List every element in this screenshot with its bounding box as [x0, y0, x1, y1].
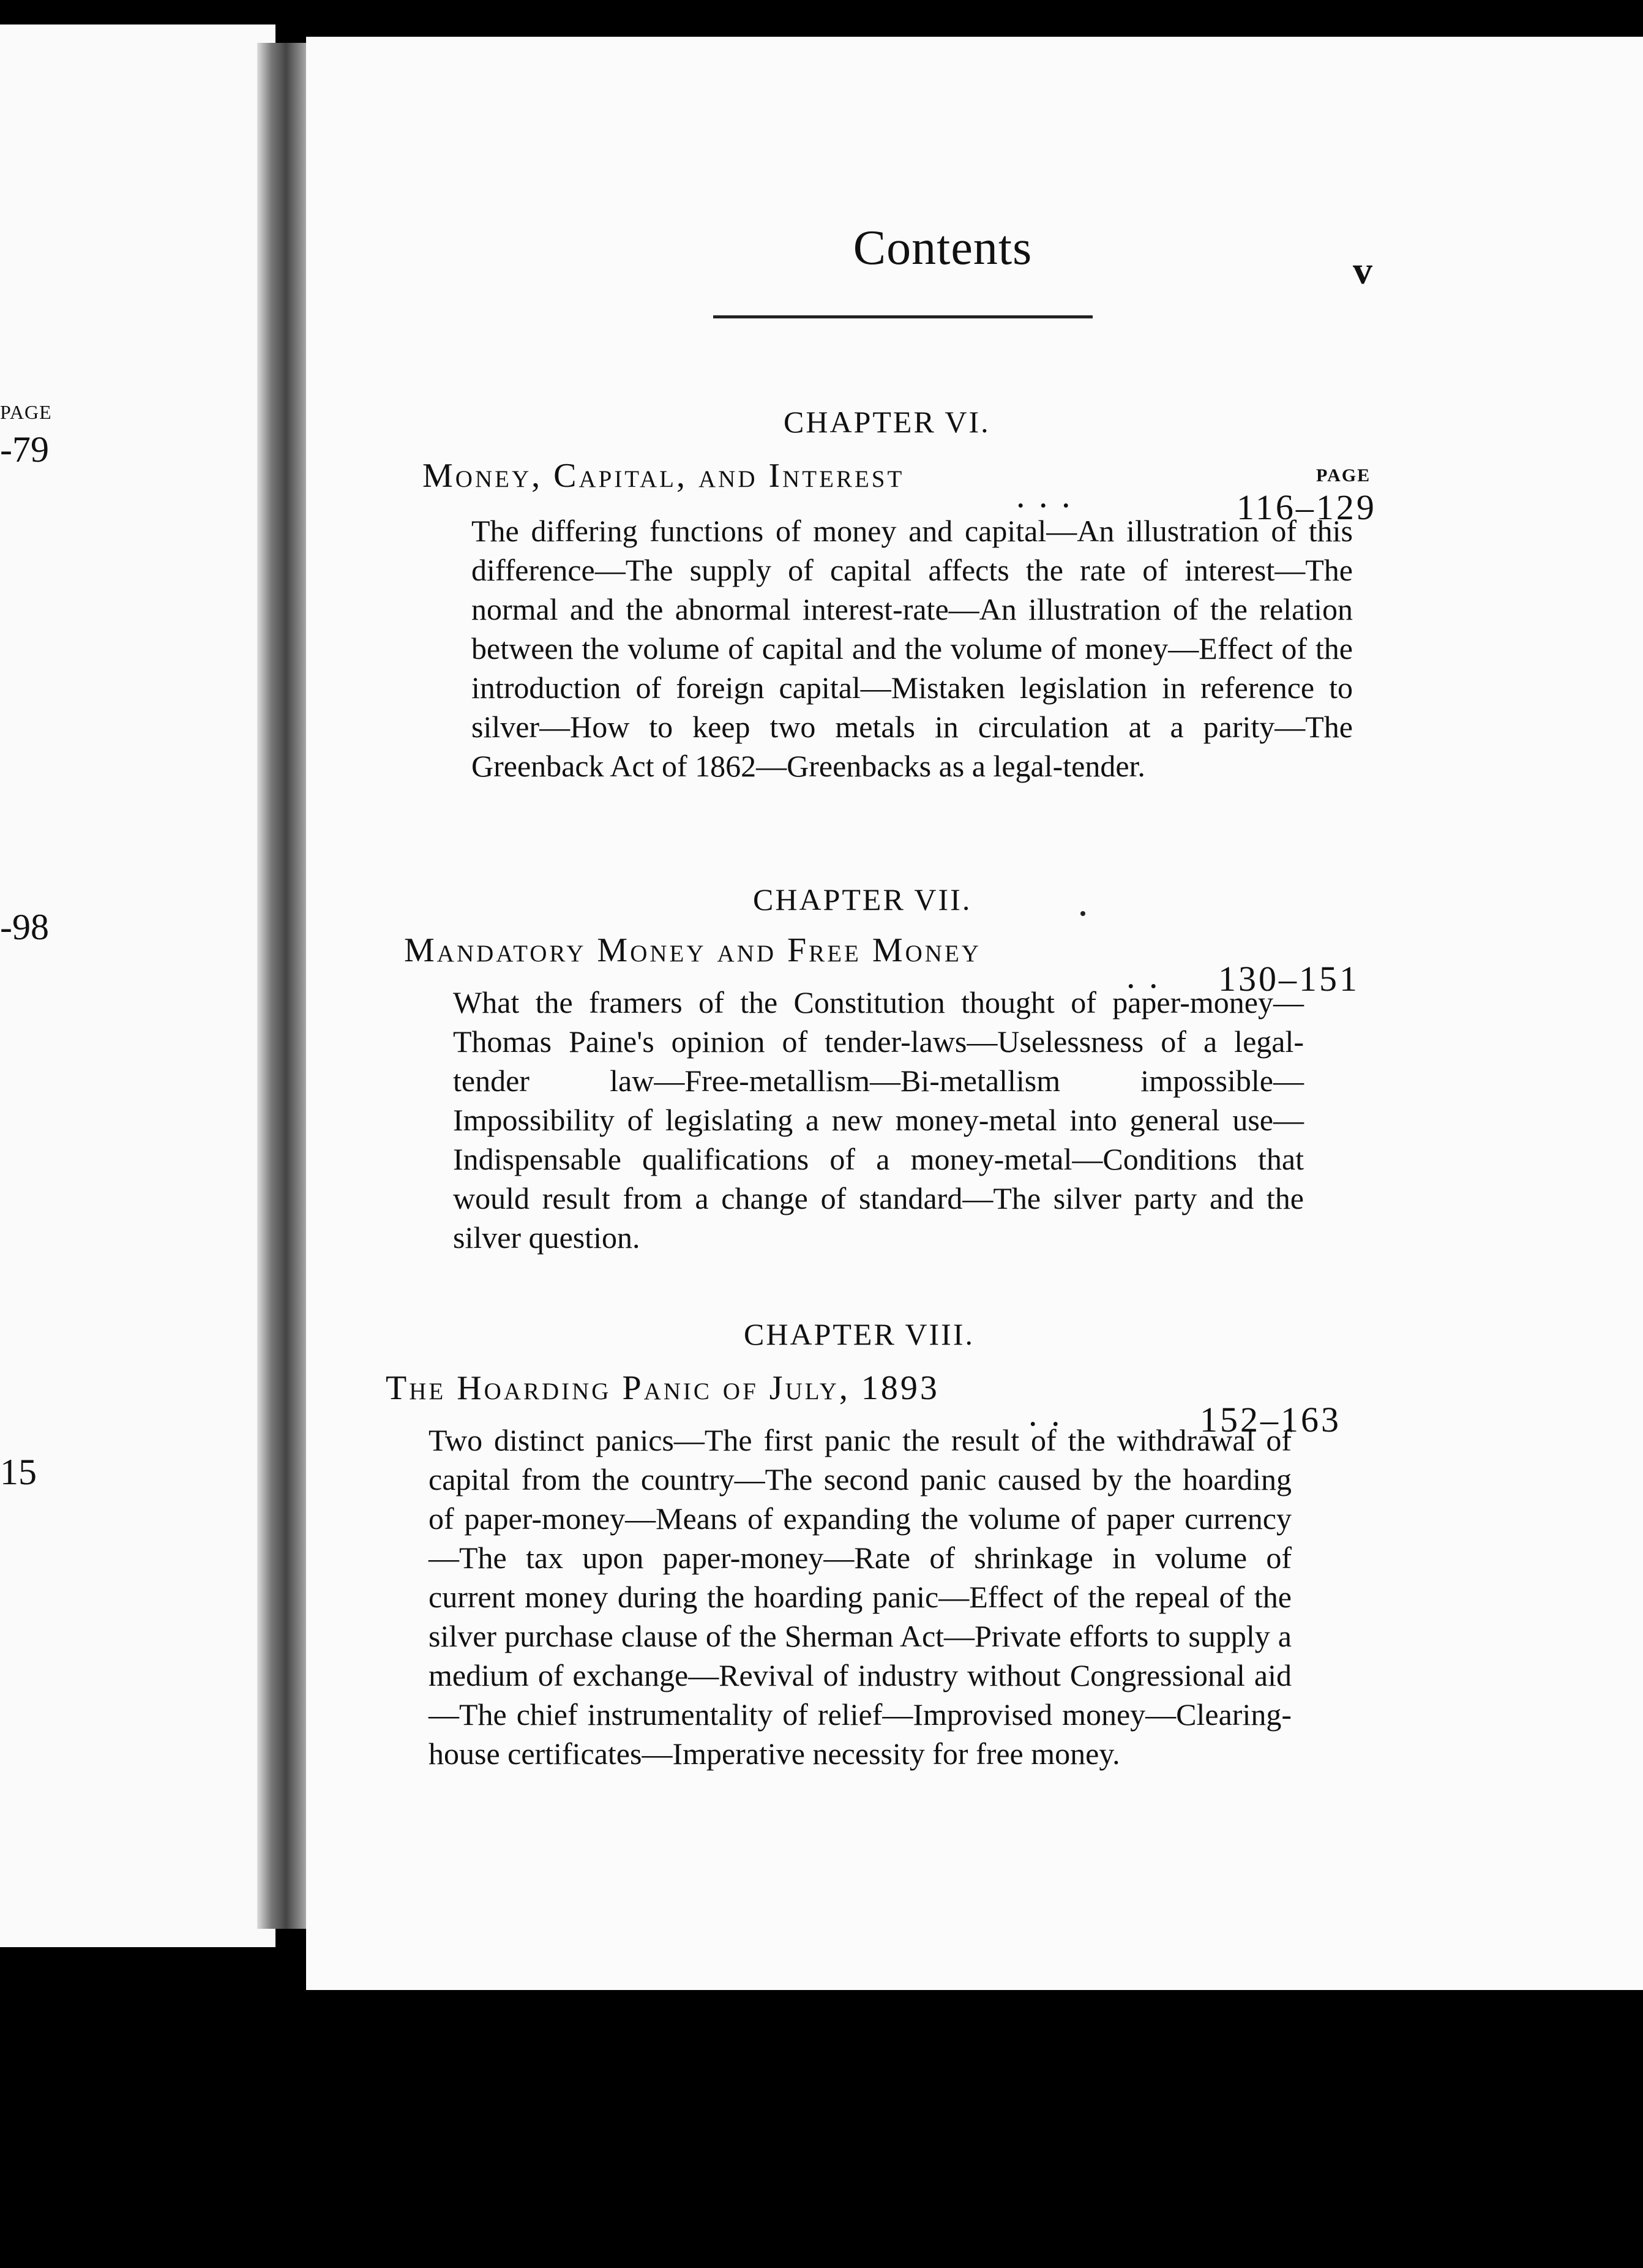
chapter-summary-vi: The differing functions of money and capital—An illustration of this difference—The supply of capital affects the rate of interest—The normal and the abnormal interest-rate—An illustration of the relation between the volume of capital and the volume of money—Effect of the introduction of foreign capital—Mistaken legislation in reference to silver—How to keep two metals in circulation at a parity—The Greenback Act of 1862—Greenbacks as a legal-tender.: [471, 514, 1353, 783]
chapter-pages-vii: 130–151: [1218, 959, 1360, 999]
page-title: Contents: [853, 221, 1033, 275]
left-facing-page: [0, 24, 275, 1947]
contents-page: [306, 37, 1643, 1990]
chapter-heading-viii: CHAPTER VIII.: [744, 1317, 975, 1351]
chapter-leader-vi: . . .: [1016, 475, 1073, 515]
title-rule: [713, 315, 1093, 318]
chapter-heading-vii: CHAPTER VII.: [753, 882, 972, 917]
chapter-leader-viii: . .: [1028, 1394, 1063, 1433]
chapter-heading-vi: CHAPTER VI.: [784, 405, 990, 439]
scan-border-bottom: [0, 1990, 1643, 2268]
left-page-fragment-3: 15: [0, 1452, 37, 1492]
chapter-title-vi: Money, Capital, and Interest: [422, 457, 905, 495]
left-page-fragment-2: -98: [0, 907, 49, 947]
left-page-label: PAGE: [0, 401, 52, 423]
scan-speck: [1080, 911, 1085, 916]
chapter-title-viii: The Hoarding Panic of July, 1893: [386, 1369, 940, 1407]
chapter-title-vii: Mandatory Money and Free Money: [404, 931, 981, 969]
page-column-label: PAGE: [1316, 465, 1371, 486]
chapter-pages-viii: 152–163: [1200, 1400, 1341, 1440]
left-page-fragment-1: -79: [0, 429, 49, 470]
chapter-pages-vi: 116–129: [1237, 487, 1377, 527]
chapter-leader-vii: . .: [1126, 956, 1161, 996]
page-number: v: [1353, 249, 1372, 292]
chapter-summary-viii: Two distinct panics—The first panic the result of the withdrawal of capital from the country—The second panic caused by the hoarding of paper-money—Means of expanding the volume of paper currency—The tax upon paper-money—Rate of shrinkage in volume of current money during the hoarding panic—Effect of the repeal of the silver purchase clause of the Sherman Act—Private efforts to supply a medium of exchange—Revival of industry without Congressional aid—The chief instrumentality of relief—Improvised money—Clearing-house certificates—Imperative necessity for free money.: [429, 1423, 1292, 1771]
chapter-summary-vii: What the framers of the Constitution thought of paper-money—Thomas Paine's opinion of tender-laws—Uselessness of a legal-tender law—Free-metallism—Bi-metallism impossible—Impossibility of legislating a new money-metal into general use—Indispensable qualifications of a money-metal—Conditions that would result from a change of standard—The silver party and the silver question.: [453, 985, 1304, 1255]
